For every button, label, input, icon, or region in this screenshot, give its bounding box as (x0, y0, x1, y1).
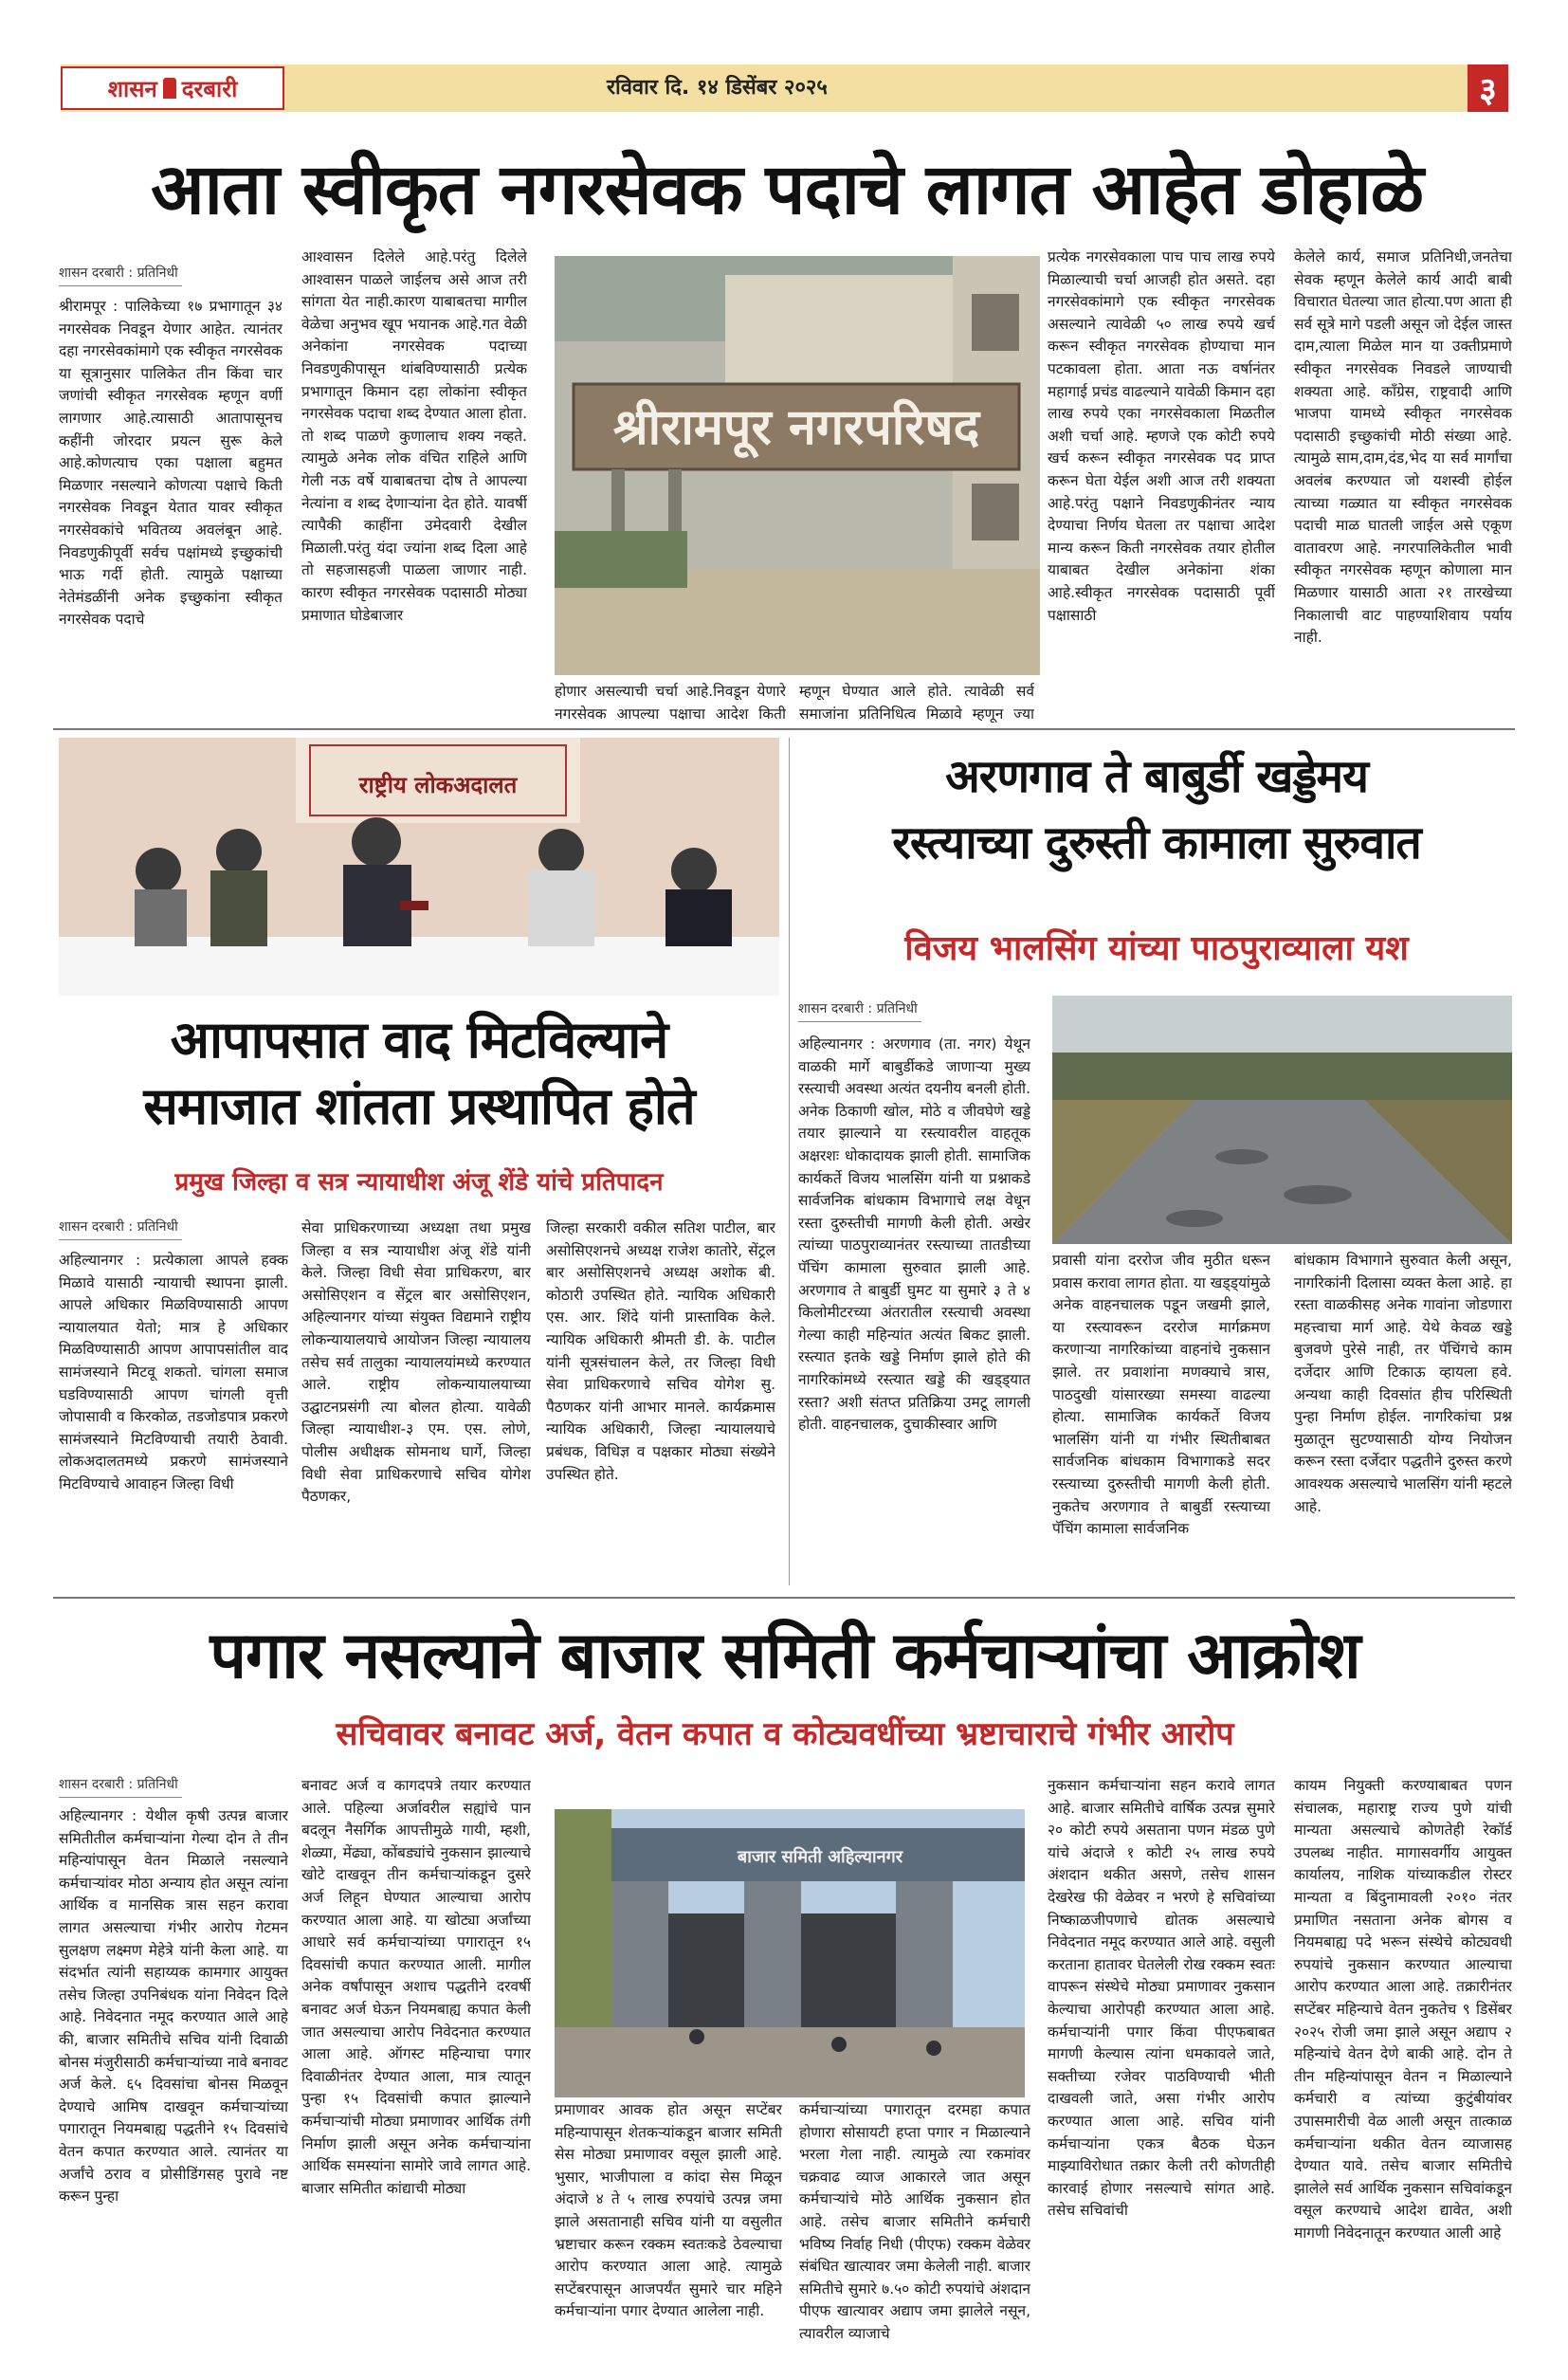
story1-headline: आता स्वीकृत नगरसेवक पदाचे लागत आहेत डोहाळे (151, 149, 1423, 230)
story3-headline-line1: अरणगाव ते बाबुर्डी खड्डेमय (945, 750, 1368, 803)
story3-col1: अहिल्यानगर : अरणगाव (ता. नगर) येथून वाळकी मार्गे बाबुर्डीकडे जाणाऱ्या मुख्य रस्त्याची अवस्था अत्यंत दयनीय बनली होती. अनेक ठिकाणी खोल, मोठे व जीवघेणे खड्डे तयार झाल्याने या रस्त्यावरील वाहतूक अक्षरशः धोकादायक झाली होती. सामाजिक कार्यकर्ते विजय भालसिंग यांनी या प्रश्नाकडे सार्वजनिक बांधकाम विभागाचे लक्ष वेधून रस्ता दुरुस्तीची मागणी केली होती. अखेर त्यांच्या पाठपुराव्यानंतर रस्त्याच्या तातडीच्या पॅचिंग कामाला सुरुवात झाली आहे. अरणगाव ते बाबुर्डी घुमट या सुमारे ३ ते ४ किलोमीटरच्या अंतरातील रस्त्याची अवस्था गेल्या काही महिन्यांत अत्यंत बिकट झाली. रस्त्यात इतके खड्डे निर्माण झाले होते की नागरिकांमध्ये रस्त्यात खड्डे की खड्ड्यात रस्ता? अशी संतप्त प्रतिक्रिया उमटू लागली होती. वाहनचालक, दुचाकीस्वार आणि (798, 1035, 1030, 1434)
story1-col4: म्हणून घेण्यात आले होते. त्यावेळी सर्व समाजांना प्रतिनिधित्व मिळावे म्हणून ज्या (799, 683, 1034, 723)
story1-col6: केलेले कार्य, समाज प्रतिनिधी,जनतेचा सेवक म्हणून केलेले कार्य आदी बाबी विचारात घेतल्या जात होत्या.पण आता ही सर्व सूत्रे मागे पडली असून जो देईल जास्त दाम,त्याला मिळेल मान या उक्तीप्रमाणे स्वीकृत नगरसेवक निवडले जाण्याची शक्यता आहे. काँग्रेस, राष्ट्रवादी आणि भाजपा यामध्ये स्वीकृत नगरसेवक पदासाठी इच्छुकांची मोठी संख्या आहे. त्यामुळे साम,दाम,दंड,भेद या सर्व मार्गांचा अवलंब करण्यात जो यशस्वी होईल त्याच्या गळ्यात या स्वीकृत नगरसेवक पदाची माळ घातली जाईल असे एकूण वातावरण आहे. नगरपालिकेतील भावी स्वीकृत नगरसेवक म्हणून कोणाला मान मिळणार यासाठी आता २१ तारखेच्या निकालाची वाट पाहण्याशिवाय पर्याय नाही. (1294, 248, 1512, 647)
story3-byline: शासन दरबारी : प्रतिनिधी (798, 999, 921, 1022)
brand-name-right: दरबारी (181, 75, 238, 102)
story3-headline-line2: रस्त्याच्या दुरुस्ती कामाला सुरुवात (892, 816, 1421, 870)
event-banner-text: राष्ट्रीय लोकअदालत (358, 772, 518, 798)
story4-col5: नुकसान कर्मचाऱ्यांना सहन करावे लागत आहे. बाजार समितीचे वार्षिक उत्पन्न सुमारे २० कोटी रुपये असताना पणन मंडळ पुणे यांचे अंदाजे १ कोटी २५ लाख रुपये अंशदान थकीत असणे, तसेच शासन देखरेख फी वेळेवर न भरणे हे सचिवांच्या निष्काळजीपणाचे द्योतक असल्याचे निवेदनात नमूद करण्यात आले आहे. वसुली करताना हातावर घेतलेली रोख रक्कम स्वतः वापरून संस्थेचे मोठ्या प्रमाणावर नुकसान केल्याचा आरोपही करण्यात आला आहे. कर्मचाऱ्यांनी पगार किंवा पीएफबाबत मागणी केल्यास त्यांना धमकावले जाते, सक्तीच्या रजेवर पाठविण्याची भीती दाखवली जाते, असा गंभीर आरोप करण्यात आला आहे. सचिव यांनी कर्मचाऱ्यांना एकत्र बैठक घेऊन माझ्याविरोधात तक्रार केली तरी कोणतीही कारवाई होणार नसल्याचे सांगत आहे. तसेच सचिवांची (1048, 1777, 1275, 2220)
section-divider-2 (53, 1597, 1515, 1599)
section-divider-1 (53, 728, 1515, 730)
story4-col4: कर्मचाऱ्यांच्या पगारातून दरमहा कपात होणारा सोसायटी हप्ता पगार न मिळाल्याने भरला गेला नाही. त्यामुळे त्या रकमांवर चक्रवाढ व्याज आकारले जात असून कर्मचाऱ्यांचे मोठे आर्थिक नुकसान होत आहे. तसेच बाजार समितीने कर्मचारी भविष्य निर्वाह निधी (पीएफ) रक्कम वेळेवर संबंधित खात्यावर जमा केलेली नाही. बाजार समितीचे सुमारे ७.५० कोटी रुपयांचे अंशदान पीएफ खात्यावर अद्याप जमा झालेले नसून, त्यावरील व्याजाचे (799, 2101, 1030, 2342)
story3-subhead: विजय भालसिंग यांच्या पाठपुराव्याला यश (904, 929, 1409, 968)
story1-photo (555, 256, 1040, 675)
story2-photo (59, 738, 779, 996)
story2-headline-line1: आपापसात वाद मिटविल्याने (170, 1010, 668, 1070)
story1-col3: होणार असल्याची चर्चा आहे.निवडून येणारे नगरसेवक आपल्या पक्षाचा आदेश किती (555, 683, 786, 723)
story3-col2: प्रवासी यांना दररोज जीव मुठीत धरून प्रवास करावा लागत होता. या खड्ड्यांमुळे अनेक वाहनचालक पडून जखमी झाले, या रस्त्यावरून दररोज मार्गक्रमण करणाऱ्या नागरिकांच्या वाहनांचे नुकसान झाले. तर प्रवाशांना मणक्याचे त्रास, पाठदुखी यांसारख्या समस्या वाढल्या होत्या. सामाजिक कार्यकर्ते विजय भालसिंग यांनी या गंभीर स्थितीबाबत सार्वजनिक बांधकाम विभागाकडे सदर रस्त्याच्या दुरुस्तीची मागणी केली होती. नुकतेच अरणगाव ते बाबुर्डी रस्त्याच्या पॅचिंग कामाला सार्वजनिक (1052, 1252, 1270, 1538)
story4-byline: शासन दरबारी : प्रतिनिधी (59, 1775, 182, 1798)
story2-byline: शासन दरबारी : प्रतिनिधी (59, 1217, 182, 1240)
brand-name-left: शासन (107, 75, 157, 102)
story2-col2: सेवा प्राधिकरणाच्या अध्यक्षा तथा प्रमुख जिल्हा व सत्र न्यायाधीश अंजू शेंडे यांनी केले. जिल्हा विधी सेवा प्राधिकरण, बार असोसिएशन व सेंट्रल बार असोसिएशन, अहिल्यानगर यांच्या संयुक्त विद्यमाने राष्ट्रीय लोकन्यायालयाचे आयोजन जिल्हा न्यायालय तसेच सर्व तालुका न्यायालयांमध्ये करण्यात आले. राष्ट्रीय लोकन्यायालयाच्या उद्घाटनप्रसंगी त्या बोलत होत्या. यावेळी जिल्हा न्यायाधीश-३ एम. एस. लोणे, पोलीस अधीक्षक सोमनाथ घार्गे, जिल्हा विधी सेवा प्राधिकरणाचे सचिव योगेश पैठणकर, (301, 1219, 531, 1506)
column-divider (789, 738, 790, 1585)
story3-col3: बांधकाम विभागाने सुरुवात केली असून, नागरिकांनी दिलासा व्यक्त केला आहे. हा रस्ता वाळकीसह अनेक गावांना जोडणारा महत्त्वाचा मार्ग आहे. येथे केवळ खड्डे बुजवणे पुरेसे नाही, तर पॅचिंगचे काम दर्जेदार आणि टिकाऊ व्हायला हवे. अन्यथा काही दिवसांत हीच परिस्थिती पुन्हा निर्माण होईल. नागरिकांचा प्रश्न मुळातून सुटण्यासाठी योग्य नियोजन करून रस्ता दर्जेदार पद्धतीने दुरुस्त करणे आवश्यक असल्याचे भालसिंग यांनी म्हटले आहे. (1294, 1252, 1512, 1515)
story3-headline (798, 743, 1515, 876)
story2-headline (59, 1007, 779, 1140)
story2-col1: अहिल्यानगर : प्रत्येकाला आपले हक्क मिळावे यासाठी न्यायाची स्थापना झाली. आपले अधिकार मिळविण्यासाठी आपण न्यायालयात येतो; मात्र हे अधिकार मिळविण्यासाठी आपण आपापसांतील वाद सामंजस्याने मिटवू शकतो. चांगला समाज घडविण्यासाठी आपण चांगली वृत्ती जोपासावी व किरकोळ, तडजोडपात्र प्रकरणे सामंजस्याने मिटविण्याची तयारी ठेवावी. लोकअदालतमध्ये प्रकरणे सामंजस्याने मिटविण्याचे आवाहन जिल्हा विधी (59, 1252, 288, 1492)
story1-byline: शासन दरबारी : प्रतिनिधी (59, 264, 182, 286)
photo-sign-text: श्रीरामपूर नगरपरिषद (612, 399, 980, 456)
story4-col2: बनावट अर्ज व कागदपत्रे तयार करण्यात आले. पहिल्या अर्जावरील सह्यांचे पान बदलून नैसर्गिक आपत्तीमुळे गायी, म्हशी, शेळ्या, मेंढ्या, कोंबड्यांचे नुकसान झाल्याचे खोटे दाखवून तीन कर्मचाऱ्यांकडून दुसरे अर्ज लिहून घेण्यात आल्याचा आरोप करण्यात आला आहे. या खोट्या अर्जांच्या आधारे सर्व कर्मचाऱ्यांच्या पगारातून १५ दिवसांची कपात करण्यात आली. मागील अनेक वर्षांपासून अशाच पद्धतीने दरवर्षी बनावट अर्ज घेऊन नियमबाह्य कपात केली जात असल्याचा आरोप निवेदनात करण्यात आला आहे. ऑगस्ट महिन्याचा पगार दिवाळीनंतर देण्यात आला, मात्र त्यातून पुन्हा १५ दिवसांची कपात झाल्याने कर्मचाऱ्यांची मोठ्या प्रमाणावर आर्थिक तंगी निर्माण झाली असून अनेक कर्मचाऱ्यांना आर्थिक समस्यांना सामोरे जावे लागत आहे. बाजार समितीत कांद्याची मोठ्या (301, 1777, 531, 2197)
story1-col2: आश्वासन दिलेले आहे.परंतु दिलेले आश्वासन पाळले जाईलच असे आज तरी सांगता येत नाही.कारण याबाबतचा मागील वेळेचा अनुभव खूप भयानक आहे.गत वेळी अनेकांना नगरसेवक पदाच्या निवडणुकीपासून थांबविण्यासाठी प्रत्येक प्रभागातून किमान दहा लोकांना स्वीकृत नगरसेवक पदाचा शब्द देण्यात आला होता. तो शब्द पाळणे कुणालाच शक्य नव्हते. त्यामुळे अनेक लोक वंचित राहिले आणि गेली नऊ वर्षे याबाबतचा दोष ते आपल्या नेत्यांना व शब्द देणाऱ्यांना देत होते. यावर्षी त्यापैकी काहींना उमेदवारी देखील मिळाली.परंतु यंदा ज्यांना शब्द दिला आहे तो सहजासहजी पाळला जाणार नाही. कारण स्वीकृत नगरसेवक पदासाठी मोठ्या प्रमाणात घोडेबाजार (301, 248, 527, 624)
story4-subhead: सचिवावर बनावट अर्ज, वेतन कपात व कोट्यवधींच्या भ्रष्टाचाराचे गंभीर आरोप (336, 1715, 1234, 1753)
emblem-icon (163, 78, 176, 99)
story4-col6: कायम नियुक्ती करण्याबाबत पणन संचालक, महाराष्ट्र राज्य पुणे यांची मान्यता असल्याचे कोणतेही रेकॉर्ड उपलब्ध नाहीत. मागासवर्गीय आयुक्त कार्यालय, नाशिक यांच्याकडील रोस्टर मान्यता व बिंदुनामावली २०१० नंतर प्रमाणित नसताना अनेक बोगस व नियमबाह्य पदे भरून संस्थेचे कोट्यवधी रुपयांचे नुकसान करण्यात आल्याचा आरोप करण्यात आला आहे. तक्रारीनंतर सप्टेंबर महिन्याचे वेतन नुकतेच ९ डिसेंबर २०२५ रोजी जमा झाले असून अद्याप २ महिन्यांचे वेतन देणे बाकी आहे. दोन ते तीन महिन्यांपासून वेतन न मिळाल्याने कर्मचारी व त्यांच्या कुटुंबीयांवर उपासमारीची वेळ आली असून तात्काळ कर्मचाऱ्यांना थकीत वेतन व्याजासह देण्यात यावे. तसेच बाजार समितीचे झालेले सर्व आर्थिक नुकसान सचिवांकडून वसूल करण्याचे आदेश द्यावेत, अशी मागणी निवेदनातून करण्यात आली आहे (1294, 1777, 1512, 2242)
story4-headline: पगार नसल्याने बाजार समिती कर्मचाऱ्यांचा आक्रोश (210, 1619, 1360, 1693)
story2-subhead: प्रमुख जिल्हा व सत्र न्यायाधीश अंजू शेंडे यांचे प्रतिपादन (174, 1168, 664, 1197)
story1-col5: प्रत्येक नगरसेवकाला पाच पाच लाख रुपये मिळाल्याची चर्चा आजही होत असते. दहा नगरसेवकांमागे एक स्वीकृत नगरसेवक असल्याने त्यावेळी ५० लाख रुपये खर्च करून स्वीकृत नगरसेवक होण्याचा मान पटकावला होता. आता नऊ वर्षानंतर महागाई प्रचंड वाढल्याने यावेळी किमान दहा लाख रुपये एका नगरसेवकाला मिळतील अशी चर्चा आहे. म्हणजे एक कोटी रुपये खर्च करून स्वीकृत नगरसेवक पद प्राप्त करून घेता येईल अशी आज तरी शक्यता आहे.परंतु पक्षाने निवडणुकीनंतर न्याय देण्याचा निर्णय घेतला तर पक्षाचा आदेश मान्य करून किती नगरसेवक तयार होतील याबाबत देखील अनेकांना शंका आहे.स्वीकृत नगरसेवक पदासाठी पूर्वी पक्षासाठी (1048, 248, 1275, 624)
page-number: ३ (1468, 64, 1508, 112)
story3-photo (1052, 996, 1512, 1244)
story4-photo (555, 1809, 1025, 2097)
story2-headline-line2: समाजात शांतता प्रस्थापित होते (143, 1076, 695, 1136)
story4-col1: अहिल्यानगर : येथील कृषी उत्पन्न बाजार समितीतील कर्मचाऱ्यांना गेल्या दोन ते तीन महिन्यांपासून वेतन मिळाले नसल्याने कर्मचाऱ्यांवर मोठा अन्याय होत असून त्यांना आर्थिक व मानसिक त्रास सहन करावा लागत असल्याचा गंभीर आरोप गेटमन सुलक्षण लक्ष्मण मेहेत्रे यांनी केला आहे. या संदर्भात त्यांनी सहाय्यक कामगार आयुक्त तसेच जिल्हा उपनिबंधक यांना निवेदन दिले आहे. निवेदनात नमूद करण्यात आले आहे की, बाजार समितीचे सचिव यांनी दिवाळी बोनस मंजुरीसाठी कर्मचाऱ्यांच्या नावे बनावट अर्ज केले. ६५ दिवसांचा बोनस मिळवून देण्याचे आमिष दाखवून कर्मचाऱ्यांच्या पगारातून नियमबाह्य पद्धतीने १५ दिवसांचे वेतन कपात करण्यात आले. त्यानंतर या अर्जांचे ठराव व प्रोसीडिंगसह पुरावे नष्ट करून पुन्हा (59, 1807, 288, 2206)
issue-date: रविवार दि. १४ डिसेंबर २०२५ (607, 76, 828, 100)
story4-col3: प्रमाणावर आवक होत असून सप्टेंबर महिन्यापासून शेतकऱ्यांकडून बाजार समिती सेस मोठ्या प्रमाणावर वसूल झाली आहे. भुसार, भाजीपाला व कांदा सेस मिळून अंदाजे ४ ते ५ लाख रुपयांचे उत्पन्न जमा झाले असतानाही सचिव यांनी या वसुलीत भ्रष्टाचार करून रक्कम स्वतःकडे ठेवल्याचा आरोप करण्यात आला आहे. त्यामुळे सप्टेंबरपासून आजपर्यंत सुमारे चार महिने कर्मचाऱ्यांना पगार देण्यात आलेला नाही. (555, 2101, 782, 2320)
story1-col1: श्रीरामपूर : पालिकेच्या १७ प्रभागातून ३४ नगरसेवक निवडून येणार आहेत. त्यानंतर दहा नगरसेवकांमागे एक स्वीकृत नगरसेवक या सूत्रानुसार पालिकेत तीन किंवा चार जणांची स्वीकृत नगरसेवक म्हणून वर्णी लागणार आहे.त्यासाठी आतापासूनच कहींनी जोरदार प्रयत्न सुरू केले आहे.कोणत्याच एका पक्षाला बहुमत मिळणार नसल्याने कोणत्या पक्षाचे किती नगरसेवक निवडून येतात यावर स्वीकृत नगरसेवकांचे भवितव्य अवलंबून आहे. निवडणुकीपूर्वी सर्वच पक्षांमध्ये इच्छुकांची भाऊ गर्दी होती. त्यामुळे पक्षाच्या नेतेमंडळींनी अनेक इच्छुकांना स्वीकृत नगरसेवक पदाचे (59, 298, 283, 629)
story2-col3: जिल्हा सरकारी वकील सतिश पाटील, बार असोसिएशनचे अध्यक्ष राजेश कातोरे, सेंट्रल बार असोसिएशनचे अध्यक्ष अशोक बी. कोठारी उपस्थित होते. न्यायिक अधिकारी एस. आर. शिंदे यांनी प्रास्ताविक केले. न्यायिक अधिकारी श्रीमती डी. के. पाटील यांनी सूत्रसंचालन केले, तर जिल्हा विधी सेवा प्राधिकरणाचे सचिव योगेश सु. पैठणकर यांनी आभार मानले. कार्यक्रमास न्यायिक अधिकारी, जिल्हा न्यायालयाचे प्रबंधक, विधिज्ञ व पक्षकार मोठ्या संख्येने उपस्थित होते. (546, 1219, 775, 1483)
photo-gate-sign: बाजार समिती अहिल्यानगर (737, 1847, 903, 1867)
masthead-logo (61, 66, 284, 110)
